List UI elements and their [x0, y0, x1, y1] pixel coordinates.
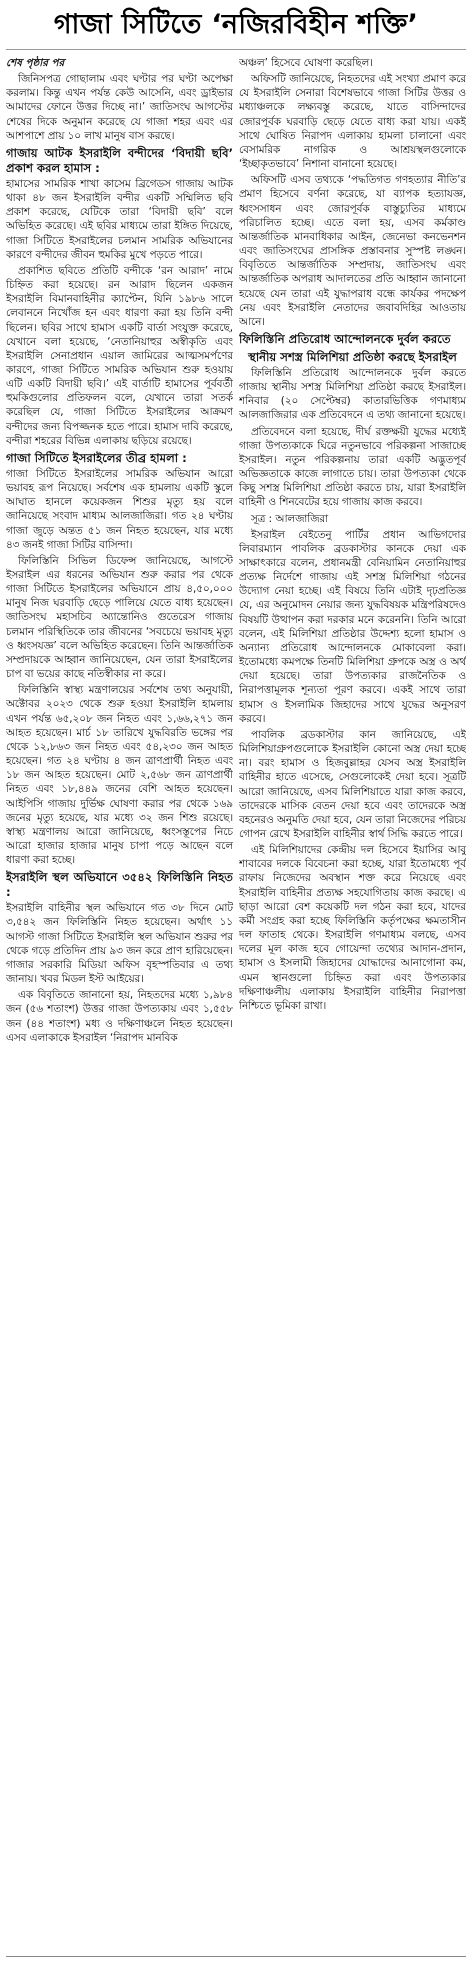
paragraph: ফিলিস্তিনি সিভিল ডিফেন্স জানিয়েছে, আগস্টে ইসরাইল এর ধরনের অভিযান শুরু করার পর থেকে গাজা সিটিতে ইসরাইলের অভিযানে প্রায় ৪,৫০,০০০ মানুষ নিজ ঘরবাড়ি ছেড়ে পালিয়ে যেতে বাধ্য হয়েছেন। জাতিসংঘ মহাসচিব অ্যান্তোনিও গুতেরেস গাজায় চলমান পরিস্থিতিকে তার জীবনের ‘সবচেয়ে ভয়াবহ মৃত্যু ও ধ্বংসযজ্ঞ’ বলে অভিহিত করেছেন। তিনি আন্তর্জাতিক সম্প্রদায়কে আহ্বান জানিয়েছেন, যেন তারা ইসরাইলের চাপ বা ভয়ের কাছে নতিস্বীকার না করে। [6, 554, 233, 681]
right-column [239, 56, 466, 1952]
paragraph: অফিসটি জানিয়েছে, নিহতদের এই সংখ্যা প্রমাণ করে যে ইসরাইলি সেনারা বিশেষভাবে গাজা সিটির উত্তর ও মধ্যাঞ্চলকে লক্ষ্যবস্তু করেছে, যাতে বাসিন্দাদের জোরপূর্বক ঘরবাড়ি ছেড়ে যেতে বাধ্য করা যায়। একই সাথে ঘোষিত নিরাপদ এলাকায় হামলা চালানো এবং বেসামরিক নাগরিক ও আশ্রয়স্থলগুলোকে ‘ইচ্ছাকৃতভাবে’ নিশানা বানানো হয়েছে। [239, 73, 466, 171]
paragraph: অঞ্চল’ হিসেবে ঘোষণা করেছিল। [239, 57, 373, 69]
subheading-ground-operation: ইসরাইলি স্থল অভিযানে ৩৫৪২ ফিলিস্তিনি নিহত : [6, 870, 233, 900]
headline: গাজা সিটিতে ‘নজিরবিহীন শক্তি’ [6, 4, 466, 50]
paragraph: প্রকাশিত ছবিতে প্রতিটি বন্দীকে ‘রন আরাদ’ নামে চিহ্নিত করা হয়েছে। রন আরাদ ছিলেন একজন ইসরাইলি বিমানবাহিনীর ক্যাপ্টেন, যিনি ১৯৮৬ সালে লেবাননে নিখোঁজ হন এবং ধারণা করা হয় তিনি বন্দী ছিলেন। ছবির সাথে হামাস একটি বার্তা সংযুক্ত করেছে, যেখানে বলা হয়েছে, ‘নেতানিয়াহুর অস্বীকৃতি এবং ইসরাইলি সেনাপ্রধান এয়াল জামিরের আত্মসমর্পণের কারণে, গাজা সিটিতে সামরিক অভিযান শুরু হওয়ায় এটি একটি বিদায়ী ছবি।’ এই বার্তাটি হামাসের পূর্ববর্তী হুমকিগুলোর প্রতিফলন বলে, যেখানে তারা সতর্ক করেছিল যে, গাজা সিটিতে ইসরাইলের আক্রমণ বন্দীদের জন্য বিপজ্জনক হতে পারে। হামাস দাবি করেছে, বন্দীরা শহরের বিভিন্ন এলাকায় ছড়িয়ে রয়েছে। [6, 264, 233, 447]
paragraph: জিনিসপত্র গোছালাম এবং ঘণ্টার পর ঘণ্টা অপেক্ষা করলাম। কিন্তু এখন পর্যন্ত কেউ আসেনি, এবং ড্রাইভার আমাদের ফোনে উত্তর দিচ্ছে না।’ জাতিসংঘ আগস্টের শেষের দিকে অনুমান করেছে যে গাজা শহর এবং এর আশপাশে প্রায় ১০ লাখ মানুষ বাস করছে। [6, 73, 233, 142]
paragraph: অফিসটি এসব তথ্যকে ‘পদ্ধতিগত গণহত্যার নীতি’র প্রমাণ হিসেবে বর্ণনা করেছে, যা ব্যাপক হত্যাযজ্ঞ, ধ্বংসসাধন এবং জোরপূর্বক বাস্তুচ্যুতির মাধ্যমে পরিচালিত হচ্ছে। এতে বলা হয়, এসব কর্মকাণ্ড আন্তর্জাতিক মানবাধিকার আইন, জেনেভা কনভেনশন এবং জাতিসংঘের প্রাসঙ্গিক প্রস্তাবনার সুস্পষ্ট লঙ্ঘন। বিবৃতিতে আন্তর্জাতিক সম্প্রদায়, জাতিসংঘ এবং আন্তর্জাতিক অপরাধ আদালতের প্রতি আহ্বান জানানো হয়েছে যেন তারা এই যুদ্ধাপরাধ বন্ধে কার্যকর পদক্ষেপ নেয় এবং ইসরাইলি নেতাদের জবাবদিহির আওতায় আনে। [239, 174, 466, 328]
paragraph: এক বিবৃতিতে জানানো হয়, নিহতদের মধ্যে ১,৯৮৪ জন (৫৬ শতাংশ) উত্তর গাজা উপত্যকায় এবং ১,৫৫৮ জন (৪৪ শতাংশ) মধ্য ও দক্ষিণাঞ্চলে নিহত হয়েছেন। এসব এলাকাকে ইসরাইল ‘নিরাপদ মানবিক [6, 989, 233, 1044]
source-line: সূত্র : আলজাজিরা [251, 512, 329, 525]
subheading-intense-attack: গাজা সিটিতে ইসরাইলের তীব্র হামলা : [6, 450, 187, 465]
subheading-militia-b: স্থানীয় সশস্ত্র মিলিশিয়া প্রতিষ্ঠা করছে ইসরাইল [248, 349, 457, 364]
paragraph: ইসরাইল বেইতেনু পার্টির প্রধান আভিগদোর লিবারম্যান পাবলিক ব্রডকাস্টার কানকে দেয়া এক সাক্ষাৎকারে বলেন, প্রধানমন্ত্রী বেনিয়ামিন নেতানিয়াহুর প্রত্যক্ষ নির্দেশে গাজায় এই সশস্ত্র মিলিশিয়া গঠনের উদ্যোগ নেয়া হচ্ছে। এই বিষয়ে তিনি এটাই দৃঢ়প্রতিজ্ঞ যে, এর অনুমোদন নেয়ার জন্য যুদ্ধবিষয়ক মন্ত্রিপরিষদেও বিষয়টি উত্থাপন করা দরকার মনে করেননি। তিনি আরো বলেন, এই মিলিশিয়া প্রতিষ্ঠার উদ্দেশ্য হলো হামাস ও অন্যান্য প্রতিরোধ আন্দোলনকে মোকাবেলা করা। ইতোমধ্যে কমপক্ষে তিনটি মিলিশিয়া গ্রুপকে অস্ত্র ও অর্থ দেয়া হয়েছে। তারা উপত্যকার রাজনৈতিক ও নিরাপত্তামূলক শূন্যতা পূরণ করবে। একই সাথে তারা হামাস ও ইসলামিক জিহাদের সাথে যুদ্ধের অনুসরণ করবে। [239, 528, 466, 725]
paragraph: এই মিলিশিয়াদের কেন্দ্রীয় দল হিসেবে ইয়াসির আবু শাবাবের দলকে বিবেচনা করা হচ্ছে, যারা ইতোমধ্যে পূর্ব রাফায় নিজেদের অবস্থান শক্ত করে নিয়েছে এবং ইসরাইলি বাহিনীর প্রত্যক্ষ সহযোগিতায় কাজ করছে। এ ছাড়া আরো বেশ কয়েকটি দল গঠন করা হবে, যাদের কর্মী সংগ্রহ করা হচ্ছে ফিলিস্তিনি কর্তৃপক্ষের ক্ষমতাসীন দল ফাতাহ থেকে। ইসরাইলি গণমাধ্যম বলছে, এসব দলের মূল কাজ হবে গোয়েন্দা তথ্যের আদান-প্রদান, হামাস ও ইসলামী জিহাদের যোদ্ধাদের আনাগোনা কম, এমন স্থানগুলো চিহ্নিত করা এবং উপত্যকার দক্ষিণাঞ্চলীয় এলাকায় ইসরাইলি বাহিনীর নিরাপত্তা নিশ্চিতে ভূমিকা রাখা। [239, 844, 466, 1012]
continued-label: শেষ পৃষ্ঠার পর [6, 57, 65, 69]
paragraph: ইসরাইলি বাহিনীর স্থল অভিযানে গত ৩৮ দিনে মোট ৩,৫৪২ জন ফিলিস্তিনি নিহত হয়েছেন। অর্থাৎ ১১ আগস্ট গাজা সিটিতে ইসরাইলি স্থল অভিযান শুরুর পর থেকে গড়ে প্রতিদিন প্রায় ৯৩ জন করে প্রাণ হারিয়েছেন। গাজার সরকারি মিডিয়া অফিস বৃহস্পতিবার এ তথ্য জানায়। খবর মিডল ইস্ট আইয়ের। [6, 902, 233, 986]
article-body [6, 56, 466, 1952]
bottom-rule [6, 1956, 466, 1957]
paragraph: হামাসের সামরিক শাখা কাসেম ব্রিগেডস গাজায় আটক থাকা ৪৮ জন ইসরাইলি বন্দীর একটি সম্মিলিত ছবি প্রকাশ করেছে, যেটিকে তারা ‘বিদায়ী ছবি’ বলে অভিহিত করেছে। এই ছবির মাধ্যমে তারা ইঙ্গিত দিয়েছে, গাজা সিটিতে ইসরাইলের চলমান সামরিক অভিযানের কারণে বন্দীদের জীবন হুমকির মুখে পড়তে পারে। [6, 177, 233, 261]
paragraph: প্রতিবেদনে বলা হয়েছে, দীর্ঘ রক্তক্ষয়ী যুদ্ধের মধ্যেই গাজা উপত্যকাকে ঘিরে নতুনভাবে পরিকল্পনা সাজাচ্ছে ইসরাইল। নতুন পরিকল্পনায় তারা একটি অদ্ভুতপূর্ব অভিজ্ঞতাকে কাজে লাগাতে চায়। তারা উপত্যকা থেকে কিছু সশস্ত্র মিলিশিয়া প্রতিষ্ঠা করতে চায়, যারা ইসরাইলি বাহিনী ও শিনবেটের হয়ে গাজায় কাজ করবে। [239, 425, 466, 509]
paragraph: ফিলিস্তিনি প্রতিরোধ আন্দোলনকে দুর্বল করতে গাজায় স্থানীয় সশস্ত্র মিলিশিয়া প্রতিষ্ঠা করছে ইসরাইল। শনিবার (২০ সেপ্টেম্বর) কাতারভিত্তিক গণমাধ্যম আলজাজিরার এক প্রতিবেদনে এ তথ্য জানানো হয়েছে। [239, 366, 466, 422]
paragraph: ফিলিস্তিনি স্বাস্থ্য মন্ত্রণালয়ের সর্বশেষ তথ্য অনুযায়ী, অক্টোবর ২০২৩ থেকে শুরু হওয়া ইসরাইলি হামলায় এখন পর্যন্ত ৬৫,২০৮ জন নিহত এবং ১,৬৬,২৭১ জন আহত হয়েছেন। মার্চ ১৮ তারিখে যুদ্ধবিরতি ভঙ্গের পর থেকে ১২,৮৬৩ জন নিহত এবং ৫৪,২৩০ জন আহত হয়েছেন। গত ২৪ ঘণ্টায় ৪ জন ত্রাণপ্রার্থী নিহত এবং ১৮ জন আহত হয়েছেন। মোট ২,৫৬৮ জন ত্রাণপ্রার্থী নিহত এবং ১৮,৪৪৯ জনের বেশি আহত হয়েছেন। আইপিসি গাজায় দুর্ভিক্ষ ঘোষণা করার পর থেকে ১৬৯ জনের মৃত্যু হয়েছে, যার মধ্যে ৩২ জন শিশু রয়েছে। স্বাস্থ্য মন্ত্রণালয় আরো জানিয়েছে, ধ্বংসস্তূপের নিচে আরো হাজার হাজার মানুষ চাপা পড়ে আছেন বলে ধারণা করা হচ্ছে। [6, 684, 233, 867]
paragraph: পাবলিক ব্রডকাস্টার কান জানিয়েছে, এই মিলিশিয়াগ্রুপগুলোকে ইসরাইলি কোনো অস্ত্র দেয়া হচ্ছে না। বরং হামাস ও হিজবুল্লাহর যেসব অস্ত্র ইসরাইলি বাহিনীর হাতে এসেছে, সেগুলোকেই দেয়া হবে। সূত্রটি আরো জানিয়েছে, এসব মিলিশিয়াতে যারা কাজ করবে, তাদেরকে মাসিক বেতন দেয়া হবে এবং তাদেরকে অস্ত্র বহনেরও অনুমতি দেয়া হবে, যেন তারা নিজেদের পরিচয় গোপন রেখে ইসরাইলি বাহিনীর স্বার্থ সিদ্ধি করতে পারে। [239, 728, 466, 840]
paragraph: গাজা সিটিতে ইসরাইলের সামরিক অভিযান আরো ভয়াবহ রূপ নিয়েছে। সর্বশেষ এক হামলায় একটি স্কুলে আঘাত হানলে কয়েকজন শিশুর মৃত্যু হয় বলে জানিয়েছে সংবাদ মাধ্যম আলজাজিরা। গত ২৪ ঘণ্টায় গাজা জুড়ে অন্তত ৫১ জন নিহত হয়েছেন, যার মধ্যে ৪৩ জনই গাজা সিটির বাসিন্দা। [6, 467, 233, 551]
subheading-militia-a: ফিলিস্তিনি প্রতিরোধ আন্দোলনকে দুর্বল করতে [239, 331, 451, 346]
left-column [6, 56, 233, 1952]
subheading-hostage-photo: গাজায় আটক ইসরাইলি বন্দীদের ‘বিদায়ী ছবি’ প্রকাশ করল হামাস : [6, 145, 233, 175]
